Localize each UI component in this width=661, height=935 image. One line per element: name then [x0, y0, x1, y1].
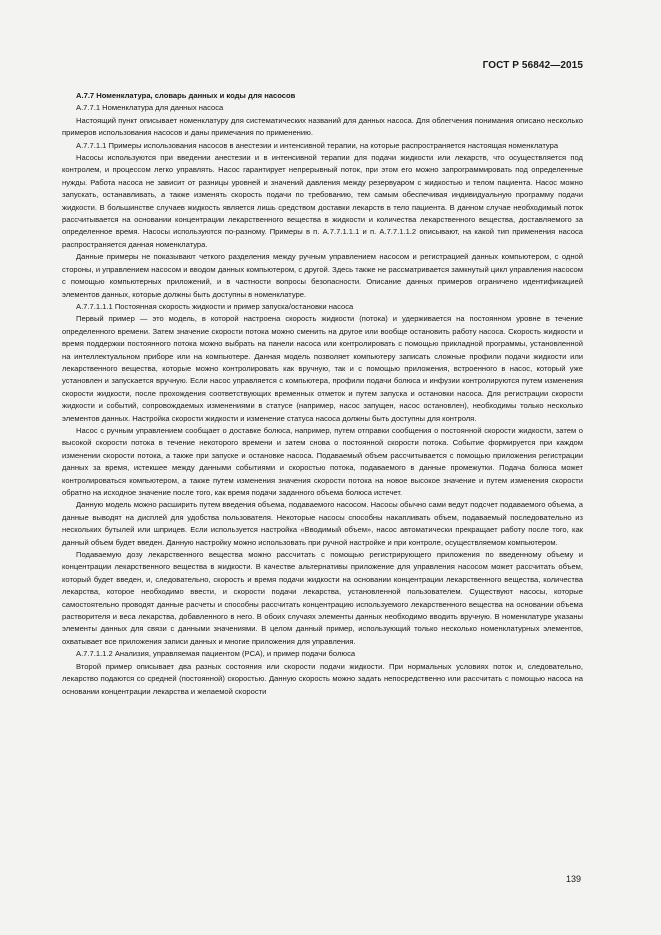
subsection-heading: А.7.7.1 Номенклатура для данных насоса — [76, 103, 224, 113]
paragraph: Насосы используются при введении анестезии и в интенсивной терапии для подачи жидкости или лекарств, что осуществляется под контролем, и процессом легко управлять. Насос гарантирует непрерывный поток, при этом его можно запрограммировать под определенные нужды. Работа насоса не зависит от разницы уровней и значений давления между резервуаром с жидкостью и телом пациента. Насос можно запускать, останавливать, а также изменять скорость подачи по требованию, тем самым обеспечивая индивидуальную программу подачи жидкости. В большинстве случаев жидкость является лишь средством доставки лекарств в тело пациента. В данном случае необходимый поток рассчитывается на основании концентрации лекарственного вещества в жидкости и количества лекарственного вещества, доставляемого за определенное время. Насосы используются по-разному. Примеры в п. А.7.7.1.1.1 и п. А.7.7.1.1.2 описывают, на какой тип применения насоса распространяется данная номенклатура. — [62, 153, 583, 249]
standard-header: ГОСТ Р 56842—2015 — [482, 60, 583, 71]
paragraph: Подаваемую дозу лекарственного вещества можно рассчитать с помощью регистрирующего приложения по введенному объему и концентрации лекарственного вещества в жидкости. В качестве альтернативы приложение для управления насосом может рассчитать объем, который будет введен, и, следовательно, скорость и время подачи жидкости на основании концентрации лекарственного вещества, количества лекарства, которое необходимо ввести, и скорости подачи лекарства, установленной пользователем. Существуют насосы, которые самостоятельно проводят данные расчеты и способны рассчитать концентрацию используемого лекарственного вещества на основании объема растворителя и веса лекарства, добавленного в него. В обоих случаях элементы данных необходимо вводить вручную. В номенклатуре указаны элементы данных для связи с данными значениями. В целом данный пример, использующий только несколько номенклатурных элементов, охватывает все приложения записи данных и многие приложения для управления. — [62, 550, 583, 646]
document-body — [62, 90, 583, 698]
section-heading: А.7.7 Номенклатура, словарь данных и коды для насосов — [76, 91, 296, 100]
paragraph: Данные примеры не показывают четкого разделения между ручным управлением насосом и регистрацией данных компьютером, с одной стороны, и управлением насосом и вводом данных компьютером, с другой. Здесь также не рассматривается замкнутый цикл управления насосом с помощью компьютерных приложений, и в частности вопросы безопасности. Описание данных примеров ограничено идентификацией элементов данных, которые должны быть доступны в номенклатуре. — [62, 252, 583, 299]
subsection-heading: А.7.7.1.1.1 Постоянная скорость жидкости и пример запуска/остановки насоса — [76, 301, 354, 311]
paragraph: Настоящий пункт описывает номенклатуру для систематических названий для данных насоса. Для облегчения понимания описано несколько примеров использования насосов и даны примечания по применению. — [62, 115, 583, 138]
paragraph: Первый пример — это модель, в которой настроена скорость жидкости (потока) и удерживается на постоянном уровне в течение определенного времени. Затем значение скорости потока можно сменить на другое или вообще остановить работу насоса. Скорость жидкости и время поддержки постоянного потока можно выбрать на панели насоса или контролировать с помощью прикладной программы, установленной на интеллектуальном приборе или на компьютере. Данная модель позволяет компьютеру записать сложные профили подачи жидкости или лекарственного вещества, которые можно контролировать как вручную, так и с помощью приложения, встроенного в насос, который уже установлен и запускается вручную. Если насос управляется с компьютера, профили подачи болюса и инфузии контролируются путем изменения скорости жидкости, после прохождения соответствующих временных отметок и путем запуска и остановки насоса. Для регистрации скорости жидкости и событий, сопровождаемых изменениями в статусе (например, насос запущен, насос остановлен), необходимы только несколько элементов данных. Настройка скорости жидкости и изменение статуса насоса должны быть доступны для контроля. — [62, 314, 583, 423]
paragraph: Данную модель можно расширить путем введения объема, подаваемого насосом. Насосы обычно сами ведут подсчет подаваемого объема, а данные выводят на дисплей для удобства пользователя. Некоторые насосы способны накапливать объем, подаваемый последовательно из нескольких бутылей или шприцев. Если используется настройка «Вводимый объем», насос автоматически прекращает работу после того, как данный объем будет введен. Данную настройку можно использовать при ручной настройке и при контроле, осуществляемом компьютером. — [62, 500, 583, 547]
paragraph: Насос с ручным управлением сообщает о доставке болюса, например, путем отправки сообщения о постоянной скорости жидкости, затем о высокой скорости потока в течение некоторого времени и затем снова о постоянной скорости потока. Событие формируется при каждом изменении скорости потока, а также при запуске и остановке насоса. Подаваемый объем рассчитывается с помощью приложения регистрации данных за время, истекшее между данными событиями и скоростью потока, подаваемого в данные промежутки. Подача болюса может контролироваться компьютером, а также путем изменения значения скорости потока на новое высокое значение и путем изменения скорости обратно на исходное значение после того, как время подачи заданного объема болюса истечет. — [62, 425, 583, 497]
subsection-heading: А.7.7.1.1 Примеры использования насосов в анестезии и интенсивной терапии, на которые распространяется настоящая номенклатура — [76, 140, 559, 150]
paragraph: Второй пример описывает два разных состояния или скорости подачи жидкости. При нормальных условиях поток и, следовательно, лекарство подаются со средней (постоянной) скоростью. Данную скорость можно задать непосредственно или рассчитать с помощью насоса на основании концентрации лекарства и желаемой скорости — [62, 661, 583, 696]
page-number: 139 — [565, 874, 581, 884]
subsection-heading: А.7.7.1.1.2 Анализия, управляемая пациентом (PCA), и пример подачи болюса — [76, 649, 356, 659]
